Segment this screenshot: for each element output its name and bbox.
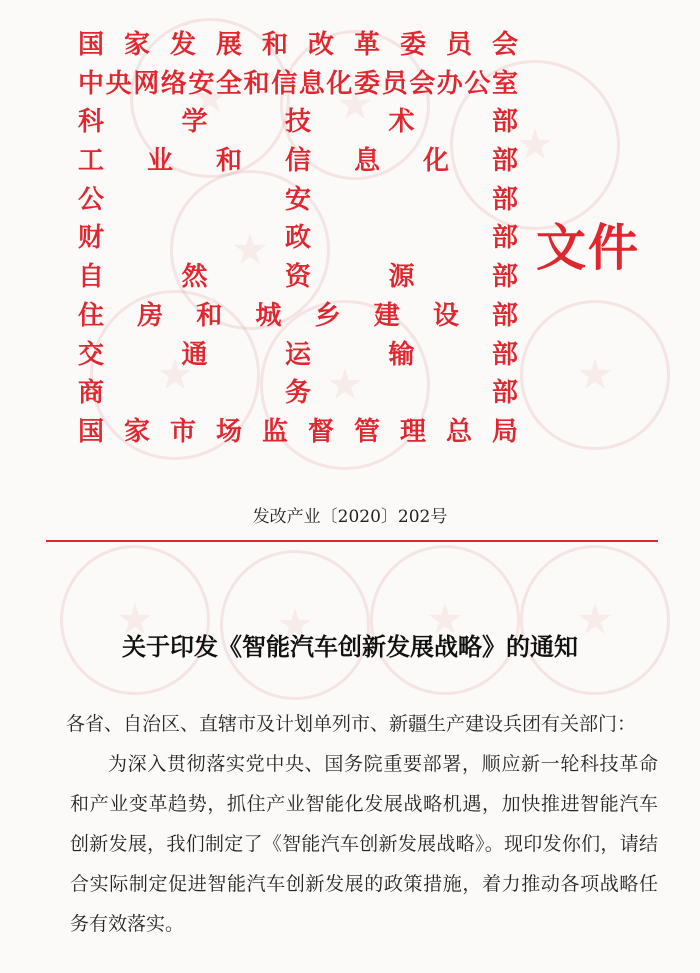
document-body	[66, 704, 658, 944]
issuing-authorities	[78, 26, 518, 452]
seal-stamp	[520, 545, 670, 695]
body-paragraph: 为深入贯彻落实党中央、国务院重要部署，顺应新一轮科技革命和产业变革趋势，抓住产业智能化发展战略机遇，加快推进智能汽车创新发展，我们制定了《智能汽车创新发展战略》。现印发你们，请结合实际制定促进智能汽车创新发展的政策措施，着力推动各项战略任务有效落实。	[70, 753, 658, 935]
salutation: 各省、自治区、直辖市及计划单列市、新疆生产建设兵团有关部门：	[66, 713, 637, 735]
document-type-label: 文件	[536, 219, 640, 277]
seal-stamp	[370, 545, 520, 695]
document-title: 关于印发《智能汽车创新发展战略》的通知	[122, 632, 578, 661]
seal-stamp	[220, 550, 370, 700]
seal-stamp	[520, 300, 670, 450]
issuer-name: 商务部	[78, 378, 518, 409]
header-divider	[46, 540, 658, 542]
issuer-name: 交通运输部	[78, 339, 518, 370]
issuer-name: 财政部	[78, 223, 518, 254]
issuer-name: 国家发展和改革委员会	[78, 30, 518, 60]
issuer-name: 工业和信息化部	[78, 146, 518, 177]
issuer-name: 自然资源部	[78, 262, 518, 293]
seal-stamp	[60, 545, 210, 695]
issuer-name: 科学技术部	[78, 107, 518, 138]
document-number: 发改产业〔2020〕202号	[252, 507, 448, 527]
issuer-name: 公安部	[78, 184, 518, 215]
issuer-name: 中央网络安全和信息化委员会办公室	[78, 68, 518, 99]
issuer-name: 住房和城乡建设部	[78, 300, 518, 331]
issuer-name: 国家市场监督管理总局	[78, 416, 518, 447]
